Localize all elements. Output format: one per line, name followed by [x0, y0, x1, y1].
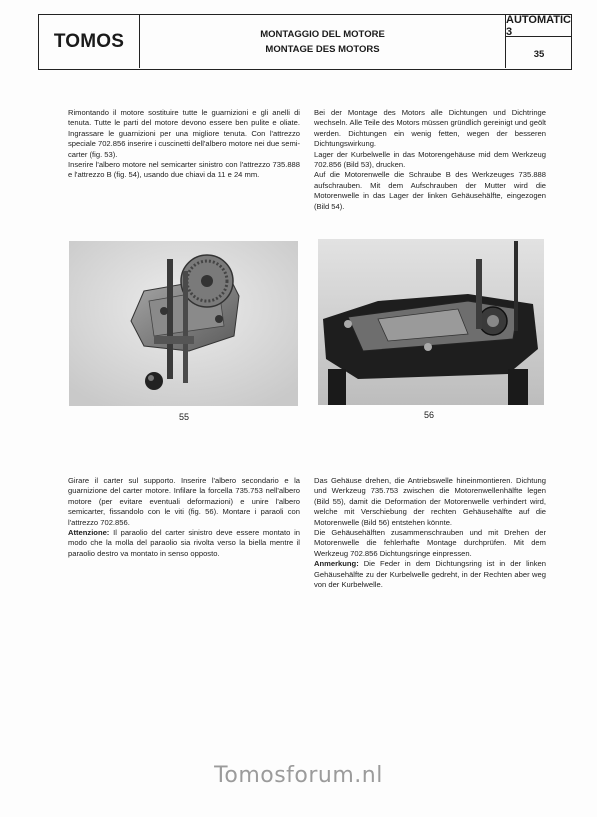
- header-title-block: [140, 15, 506, 68]
- header-meta: [506, 15, 572, 68]
- paragraph: Das Gehäuse drehen, die Antriebswelle hineinmontieren. Dichtung und Werkzeug 735.753 zwischen die Motorenwellenhälfte legen (Bild 55), damit die Deformation der Motorenwelle verhindert wird, welche mit Verschiebung der rechten Gehäusehälfte auf die Motorenwelle (Bild 56) entstehen könnte.: [314, 476, 546, 527]
- watermark: Tomosforum.nl: [214, 763, 383, 788]
- brand-logo: TOMOS: [39, 15, 140, 68]
- section1-italian-text: [68, 108, 300, 181]
- engine-casing-photo-56: [318, 239, 544, 405]
- paragraph: Inserire l'albero motore nel semicarter sinistro con l'attrezzo 735.888 e l'attrezzo B (fig. 54), usando due chiavi da 11 e 24 mm.: [68, 160, 300, 180]
- figure-56-caption: 56: [423, 410, 434, 420]
- warning-paragraph: [68, 528, 300, 559]
- page-number: 35: [533, 49, 545, 60]
- paragraph: Auf die Motorenwelle die Schraube B des Werkzeuges 735.888 aufschrauben. Mit dem Aufschrauben der Mutter wird die Motorenwelle in das Lager der linken Gehäusehälfte, eingezogen (Bild 54).: [314, 170, 546, 211]
- title-italian: MONTAGGIO DEL MOTORE: [260, 28, 385, 40]
- note-paragraph: [314, 559, 546, 590]
- title-german: MONTAGE DES MOTORS: [265, 43, 380, 55]
- note-text: Die Feder in dem Dichtungsring ist in der linken Gehäusehälfte zu der Kurbelwelle gedreht, in der Rechten aber weg von der Kurbelwelle.: [314, 559, 546, 590]
- paragraph: Bei der Montage des Motors alle Dichtungen und Dichtringe wechseln. Alle Teile des Motors müssen gründlich gereinigt und geölt werden. Dichtungen ein wenig fetten, wegen der besseren Dichtungswirkung.: [314, 108, 546, 149]
- section1-german-text: [314, 108, 546, 212]
- section2-german-text: [314, 476, 546, 590]
- page-header: [38, 14, 572, 70]
- paragraph: Rimontando il motore sostituire tutte le guarnizioni e gli anelli di tenuta. Tutte le parti del motore devono essere ben pulite e oliate. Ingrassare le guarnizioni per una migliore tenuta. Con l'attrezzo speciale 702.856 inserire i cuscinetti dell'albero motore nei due semi-carter (fig. 53).: [68, 108, 300, 159]
- paragraph: Girare il carter sul supporto. Inserire l'albero secondario e la guarnizione del carter motore. Infilare la forcella 735.753 nell'albero motore (per evitare eventuali deformazioni) e unire l'albero semicarter, fissandolo con le viti (fig. 56). Montare i paraoli con l'attrezzo 702.856.: [68, 476, 300, 527]
- warning-label: Attenzione:: [68, 528, 110, 538]
- model-name: AUTOMATIC 3: [506, 13, 571, 38]
- figure-55-caption: 55: [178, 412, 189, 422]
- paragraph: Lager der Kurbelwelle in das Motorengehäuse mid dem Werkzeug 702.856 (Bild 53), drucken.: [314, 149, 546, 170]
- warning-text: Il paraolio del carter sinistro deve essere montato in modo che la molla del paraolio sia rivolta verso la biella mentre il paraolio destro va montato in senso opposto.: [68, 528, 300, 558]
- engine-assembly-photo-55: [69, 241, 298, 406]
- section2-italian-text: [68, 476, 300, 559]
- paragraph: Die Gehäusehälften zusammenschrauben und mit Drehen der Motorenwelle die fehlerhafte Montage durchprüfen. Mit dem Werkzeug 702.856 Dichtungsringe einpressen.: [314, 528, 546, 558]
- note-label: Anmerkung:: [314, 559, 359, 569]
